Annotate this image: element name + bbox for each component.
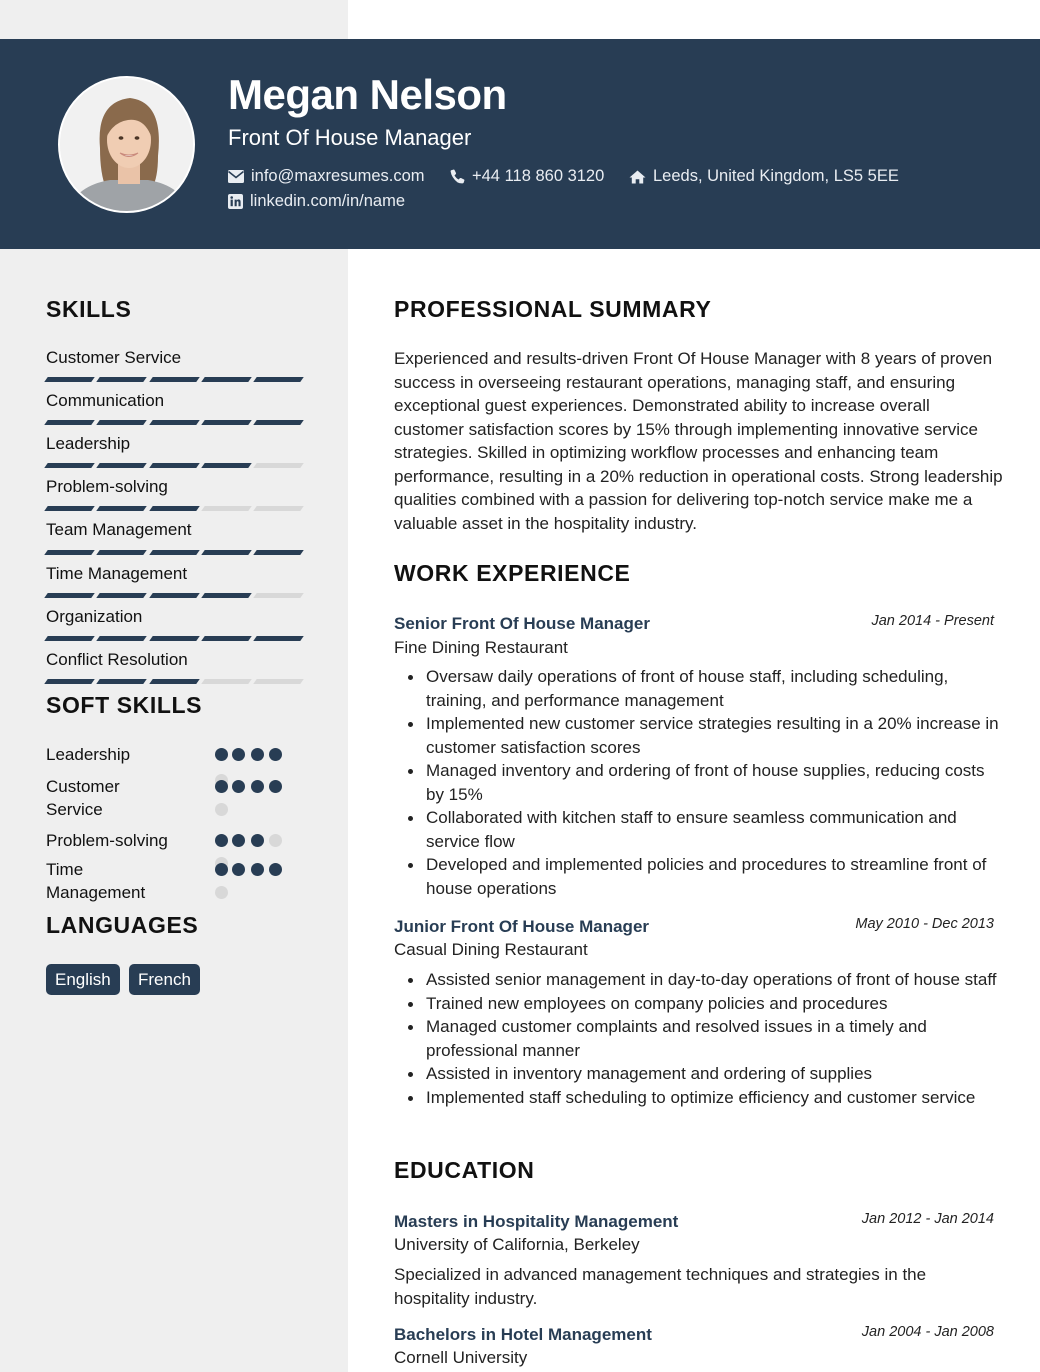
skill-segment xyxy=(96,636,147,641)
list-item: Oversaw daily operations of front of house staff, including scheduling, training, and performance management xyxy=(426,665,1006,712)
linkedin-text: linkedin.com/in/name xyxy=(250,192,405,210)
education-description: Specialized in advanced management techniques and strategies in the hospitality industry. xyxy=(394,1265,927,1308)
list-item: Trained new employees on company policies and procedures xyxy=(426,992,1006,1016)
avatar xyxy=(58,76,195,213)
skill-segment xyxy=(44,550,95,555)
skill-name: Communication xyxy=(46,391,165,410)
education-school: University of California, Berkeley xyxy=(394,1235,640,1254)
skill-segment xyxy=(44,420,95,425)
skill-name: Organization xyxy=(46,607,143,626)
soft-skill-name: Leadership xyxy=(46,745,131,764)
skill-segment xyxy=(149,420,200,425)
skill-segment xyxy=(96,679,147,684)
list-item: Implemented new customer service strategies resulting in a 20% increase in customer satisfaction scores xyxy=(426,712,1006,759)
skill-segment xyxy=(149,506,200,511)
skill-segment xyxy=(253,420,304,425)
soft-skill-dot xyxy=(215,748,228,761)
job-bullets xyxy=(426,665,1006,900)
skill-segment xyxy=(96,506,147,511)
skill-segment xyxy=(253,679,304,684)
soft-skill-dot xyxy=(251,780,264,793)
contact-phone[interactable] xyxy=(450,167,604,186)
list-item: Managed inventory and ordering of front of house supplies, reducing costs by 15% xyxy=(426,759,1006,806)
skill-segment xyxy=(44,679,95,684)
skill-segment xyxy=(201,550,252,555)
job-dates: Jan 2014 - Present xyxy=(871,613,994,629)
envelope-icon xyxy=(228,170,244,183)
education-degree: Bachelors in Hotel Management xyxy=(394,1325,652,1344)
skill-bar xyxy=(46,636,302,641)
skill-segment xyxy=(201,679,252,684)
skill-bar xyxy=(46,679,302,684)
summary-text: Experienced and results-driven Front Of House Manager with 8 years of proven success in overseeing restaurant operations, managing staff, and ensuring exceptional guest experiences. Demonstrated ability to increase overall customer satisfaction scores by 15% through implementing innovative service strategies. Skilled in optimizing workflow processes and enhancing team performance, resulting in a 20% reduction in operational costs. Strong leadership qualities combined with a passion for delivering top-notch service make me a valuable asset in the hospitality industry. xyxy=(394,349,1003,533)
soft-skill-dot xyxy=(215,834,228,847)
skill-bar xyxy=(46,593,302,598)
skill-segment xyxy=(253,636,304,641)
skill-segment xyxy=(149,377,200,382)
soft-skill-dot xyxy=(215,886,228,899)
summary-heading: PROFESSIONAL SUMMARY xyxy=(394,296,712,322)
home-icon xyxy=(629,170,646,184)
skill-segment xyxy=(44,463,95,468)
job-company: Fine Dining Restaurant xyxy=(394,638,568,657)
soft-skill-dot xyxy=(251,834,264,847)
skill-name: Conflict Resolution xyxy=(46,650,188,669)
skill-segment xyxy=(201,636,252,641)
soft-skills-heading: SOFT SKILLS xyxy=(46,692,203,718)
languages-heading: LANGUAGES xyxy=(46,912,199,938)
soft-skill-dot xyxy=(232,863,245,876)
skill-name: Problem-solving xyxy=(46,477,168,496)
skill-segment xyxy=(149,593,200,598)
phone-icon xyxy=(450,169,465,184)
education-school: Cornell University xyxy=(394,1348,528,1367)
contact-location xyxy=(629,167,899,186)
location-text: Leeds, United Kingdom, LS5 5EE xyxy=(653,167,899,185)
experience-heading: WORK EXPERIENCE xyxy=(394,560,631,586)
candidate-title: Front Of House Manager xyxy=(228,125,472,150)
skill-bar xyxy=(46,463,302,468)
soft-skill-dot xyxy=(269,834,282,847)
soft-skill-dot xyxy=(215,863,228,876)
skill-segment xyxy=(201,506,252,511)
soft-skill-dot xyxy=(251,748,264,761)
list-item: Developed and implemented policies and procedures to streamline front of house operations xyxy=(426,853,1006,900)
phone-text: +44 118 860 3120 xyxy=(472,167,605,185)
skill-name: Leadership xyxy=(46,434,131,453)
email-text: info@maxresumes.com xyxy=(251,167,425,185)
list-item: Collaborated with kitchen staff to ensure seamless communication and service flow xyxy=(426,806,1006,853)
education-dates: Jan 2012 - Jan 2014 xyxy=(861,1211,994,1227)
skill-segment xyxy=(44,636,95,641)
skill-segment xyxy=(149,679,200,684)
skill-bar xyxy=(46,377,302,382)
candidate-name: Megan Nelson xyxy=(228,71,507,118)
education-dates: Jan 2004 - Jan 2008 xyxy=(861,1324,994,1340)
skill-name: Customer Service xyxy=(46,348,182,367)
skill-bar xyxy=(46,420,302,425)
soft-skill-name: Customer Service xyxy=(46,777,120,819)
skill-segment xyxy=(201,463,252,468)
skill-segment xyxy=(201,377,252,382)
skill-segment xyxy=(253,593,304,598)
skill-segment xyxy=(44,377,95,382)
skill-bar xyxy=(46,550,302,555)
skill-segment xyxy=(253,463,304,468)
skill-name: Time Management xyxy=(46,564,188,583)
skill-segment xyxy=(201,420,252,425)
skill-bar xyxy=(46,506,302,511)
skill-segment xyxy=(253,377,304,382)
profile-photo xyxy=(60,78,195,213)
job-role: Senior Front Of House Manager xyxy=(394,614,650,633)
soft-skill-dot xyxy=(232,780,245,793)
contact-email[interactable] xyxy=(228,167,425,186)
language-tag: English xyxy=(46,964,120,995)
list-item: Implemented staff scheduling to optimize efficiency and customer service xyxy=(426,1086,1006,1110)
soft-skill-name: Time Management xyxy=(46,860,146,902)
skill-segment xyxy=(253,550,304,555)
soft-skill-dot xyxy=(269,780,282,793)
skill-segment xyxy=(96,593,147,598)
language-tag: French xyxy=(129,964,200,995)
soft-skill-dot xyxy=(215,780,228,793)
skill-segment xyxy=(149,636,200,641)
resume-header xyxy=(0,39,1040,249)
skill-segment xyxy=(149,550,200,555)
skill-segment xyxy=(96,550,147,555)
job-dates: May 2010 - Dec 2013 xyxy=(855,916,994,932)
soft-skill-dot xyxy=(269,748,282,761)
skill-segment xyxy=(44,506,95,511)
skill-segment xyxy=(253,506,304,511)
soft-skill-dot xyxy=(269,863,282,876)
soft-skill-name: Problem-solving xyxy=(46,831,168,850)
list-item: Assisted in inventory management and ordering of supplies xyxy=(426,1062,1006,1086)
linkedin-icon xyxy=(228,194,243,209)
contact-linkedin[interactable] xyxy=(228,192,405,211)
soft-skill-dot xyxy=(232,834,245,847)
skill-segment xyxy=(201,593,252,598)
list-item: Assisted senior management in day-to-day operations of front of house staff xyxy=(426,968,1006,992)
skill-name: Team Management xyxy=(46,520,192,539)
soft-skill-dot xyxy=(251,863,264,876)
soft-skill-dot xyxy=(232,748,245,761)
soft-skill-dot xyxy=(215,803,228,816)
skill-segment xyxy=(96,377,147,382)
skill-segment xyxy=(96,420,147,425)
list-item: Managed customer complaints and resolved issues in a timely and professional manner xyxy=(426,1015,1006,1062)
skills-heading: SKILLS xyxy=(46,296,132,322)
skill-segment xyxy=(44,593,95,598)
job-role: Junior Front Of House Manager xyxy=(394,917,650,936)
job-bullets xyxy=(426,968,1006,1109)
skill-segment xyxy=(96,463,147,468)
skill-segment xyxy=(149,463,200,468)
education-degree: Masters in Hospitality Management xyxy=(394,1212,679,1231)
job-company: Casual Dining Restaurant xyxy=(394,940,588,959)
education-heading: EDUCATION xyxy=(394,1157,535,1183)
